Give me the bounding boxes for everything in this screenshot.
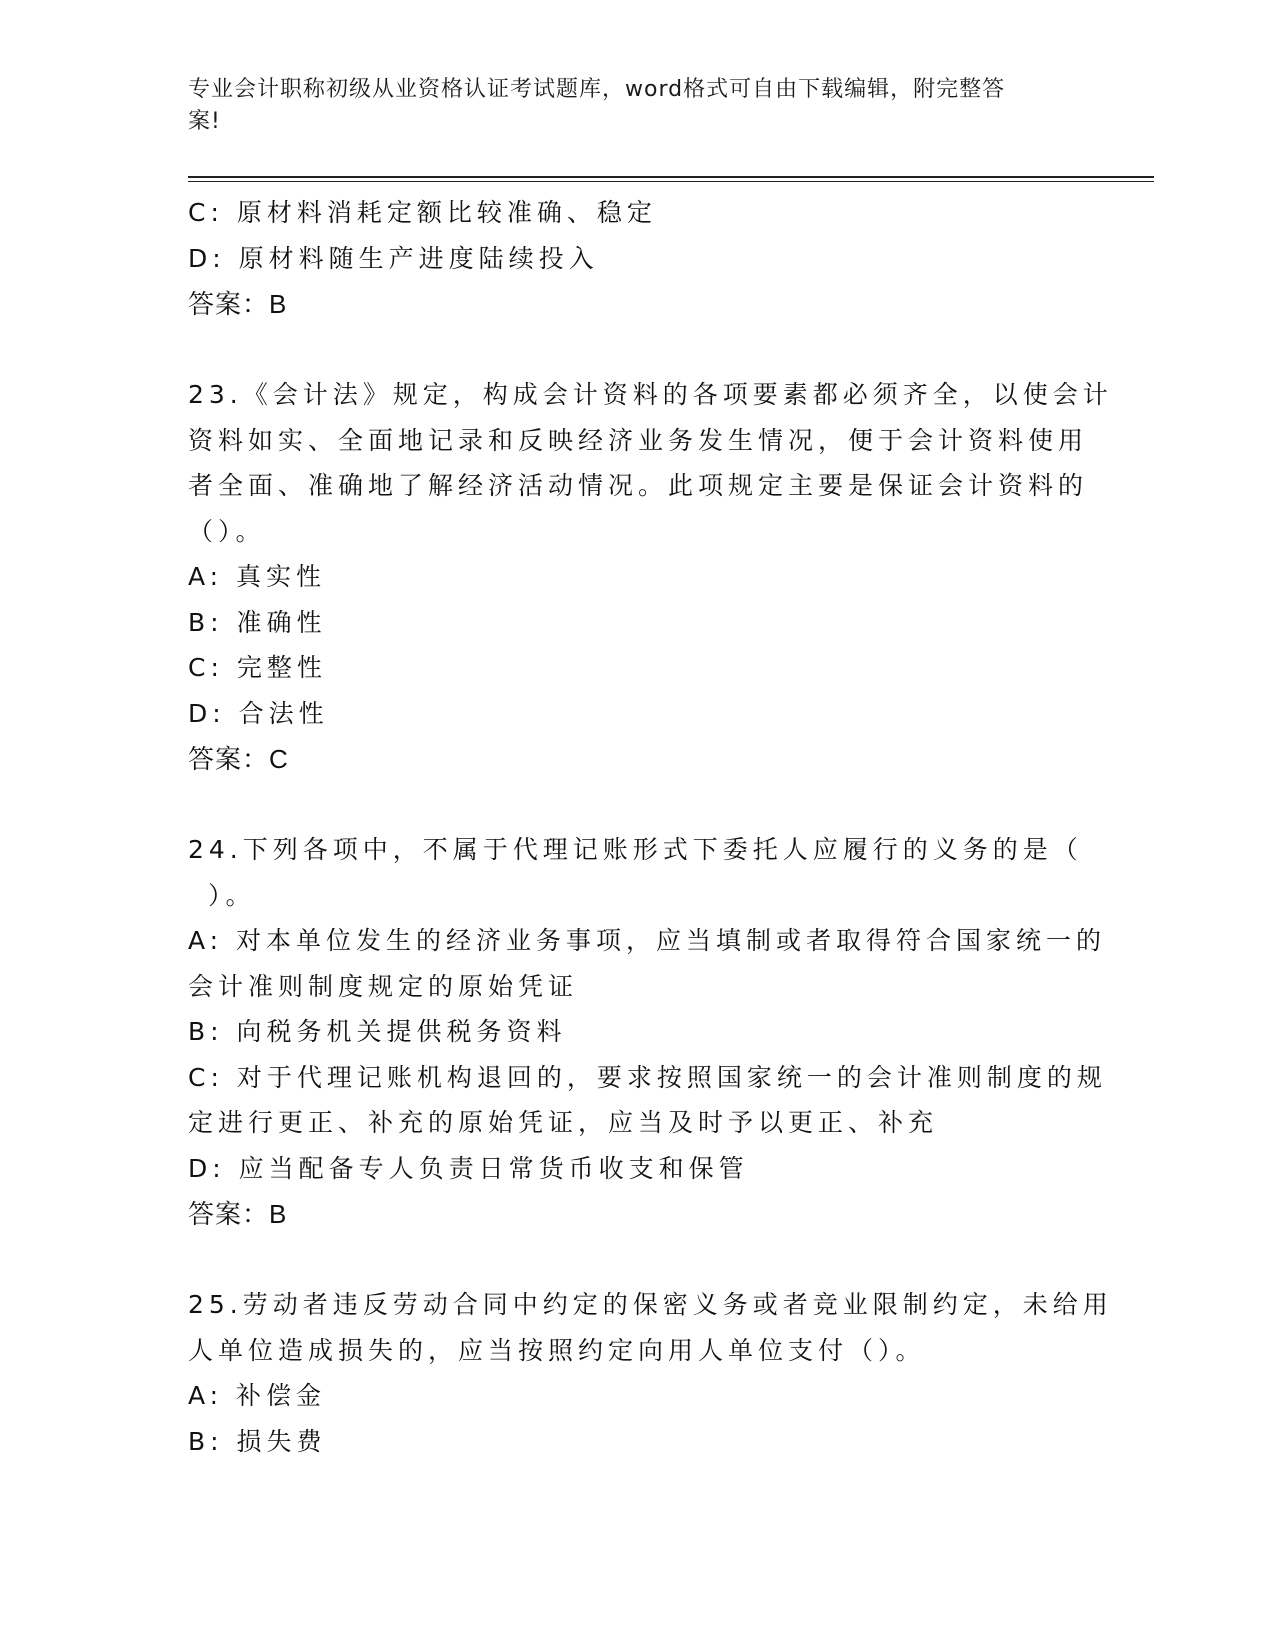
question-24 — [188, 827, 1107, 1237]
option-c: C: 完整性 — [188, 653, 327, 682]
header-note-line-1: 专业会计职称初级从业资格认证考试题库，word格式可自由下载编辑，附完整答 — [188, 77, 1006, 102]
option-c-line: 定进行更正、补充的原始凭证，应当及时予以更正、补充 — [188, 1108, 939, 1137]
question-stem-line: 24.下列各项中，不属于代理记账形式下委托人应履行的义务的是（ — [188, 835, 1083, 864]
option-a-line: A: 对本单位发生的经济业务事项，应当填制或者取得符合国家统一的 — [188, 926, 1107, 955]
question-stem-line: 23.《会计法》规定，构成会计资料的各项要素都必须齐全，以使会计 — [188, 380, 1113, 409]
question-stem-line: 人单位造成损失的，应当按照约定向用人单位支付（）。 — [188, 1335, 926, 1365]
question-stem-line: 资料如实、全面地记录和反映经济业务发生情况，便于会计资料使用 — [188, 425, 1089, 455]
option-c: C: 原材料消耗定额比较准确、稳定 — [188, 198, 657, 227]
spacer — [188, 782, 1078, 827]
question-stem-line: ）。 — [208, 880, 256, 910]
answer: 答案：B — [188, 289, 288, 319]
option-d: D: 原材料随生产进度陆续投入 — [188, 243, 599, 273]
question-stem-line: 者全面、准确地了解经济活动情况。此项规定主要是保证会计资料的 — [188, 471, 1089, 500]
option-b: B: 损失费 — [188, 1426, 327, 1456]
answer: 答案：B — [188, 1199, 288, 1229]
header-divider-thick — [188, 176, 1154, 178]
question-23 — [188, 372, 1113, 782]
question-25 — [188, 1282, 1113, 1464]
spacer — [188, 1237, 1078, 1282]
option-a: A: 补偿金 — [188, 1381, 327, 1410]
question-22-tail — [188, 190, 1078, 327]
option-a: A: 真实性 — [188, 562, 327, 591]
option-d: D: 应当配备专人负责日常货币收支和保管 — [188, 1153, 749, 1183]
answer: 答案：C — [188, 744, 289, 774]
question-stem-line: （）。 — [188, 516, 266, 546]
header-note — [188, 74, 1068, 138]
header-divider-thin — [188, 181, 1154, 182]
question-list — [188, 190, 1113, 1464]
option-b: B: 向税务机关提供税务资料 — [188, 1017, 567, 1046]
option-b: B: 准确性 — [188, 607, 327, 637]
option-d: D: 合法性 — [188, 698, 329, 728]
question-stem-line: 25.劳动者违反劳动合同中约定的保密义务或者竞业限制约定，未给用 — [188, 1290, 1113, 1319]
spacer — [188, 327, 1078, 372]
option-a-line: 会计准则制度规定的原始凭证 — [188, 971, 579, 1001]
option-c-line: C: 对于代理记账机构退回的，要求按照国家统一的会计准则制度的规 — [188, 1062, 1107, 1092]
header-note-line-2: 案! — [188, 109, 221, 134]
